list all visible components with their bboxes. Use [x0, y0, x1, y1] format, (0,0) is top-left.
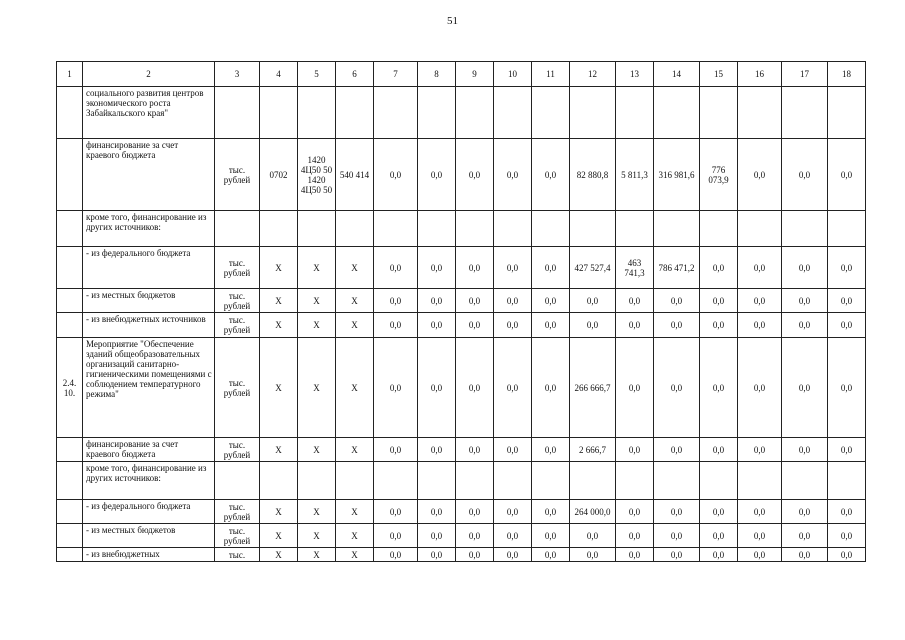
- row-description: кроме того, финансирование из других источников:: [83, 211, 215, 247]
- table-cell: 0,0: [782, 289, 828, 313]
- table-cell: 0,0: [654, 524, 700, 548]
- table-cell: [336, 462, 374, 500]
- table-cell: [828, 87, 866, 139]
- table-cell: 5 811,3: [616, 139, 654, 211]
- table-cell: X: [336, 338, 374, 438]
- table-cell: 0,0: [782, 338, 828, 438]
- table-cell: 0,0: [494, 548, 532, 562]
- column-header: 18: [828, 62, 866, 87]
- column-header: 3: [215, 62, 260, 87]
- table-cell: X: [336, 548, 374, 562]
- table-cell: [782, 211, 828, 247]
- column-header: 1: [57, 62, 83, 87]
- table-cell: 0,0: [494, 313, 532, 338]
- table-cell: 0,0: [456, 524, 494, 548]
- table-cell: X: [260, 500, 298, 524]
- table-cell: 0,0: [828, 247, 866, 289]
- table-cell: 0,0: [700, 438, 738, 462]
- table-cell: X: [260, 338, 298, 438]
- table-cell: [828, 211, 866, 247]
- table-cell: тыс. рублей: [215, 500, 260, 524]
- column-header: 5: [298, 62, 336, 87]
- table-cell: 0,0: [738, 524, 782, 548]
- table-cell: [260, 462, 298, 500]
- table-cell: тыс. рублей: [215, 313, 260, 338]
- table-cell: [654, 211, 700, 247]
- table-cell: 0,0: [616, 289, 654, 313]
- table-cell: 0,0: [700, 247, 738, 289]
- table-cell: [782, 87, 828, 139]
- row-description: - из внебюджетных: [83, 548, 215, 562]
- table-cell: 0,0: [654, 500, 700, 524]
- table-cell: [570, 462, 616, 500]
- column-header: 8: [418, 62, 456, 87]
- table-cell: [738, 87, 782, 139]
- table-cell: 0,0: [700, 313, 738, 338]
- table-cell: 0,0: [654, 313, 700, 338]
- table-cell: 0,0: [374, 247, 418, 289]
- table-cell: X: [260, 289, 298, 313]
- table-cell: [374, 211, 418, 247]
- column-header: 13: [616, 62, 654, 87]
- table-cell: [418, 211, 456, 247]
- table-cell: 0,0: [782, 139, 828, 211]
- table-cell: 786 471,2: [654, 247, 700, 289]
- table-cell: 0,0: [456, 313, 494, 338]
- table-cell: 0,0: [418, 289, 456, 313]
- table-cell: 0,0: [738, 313, 782, 338]
- table-cell: 0,0: [532, 548, 570, 562]
- row-description: - из местных бюджетов: [83, 289, 215, 313]
- row-description: - из федерального бюджета: [83, 500, 215, 524]
- table-cell: [654, 87, 700, 139]
- budget-table: [56, 61, 866, 562]
- table-cell: 0,0: [654, 438, 700, 462]
- table-cell: 0,0: [654, 338, 700, 438]
- table-cell: [782, 462, 828, 500]
- table-cell: 0,0: [570, 548, 616, 562]
- table-cell: тыс.: [215, 548, 260, 562]
- table-cell: [456, 87, 494, 139]
- column-header: 11: [532, 62, 570, 87]
- table-cell: 0,0: [456, 338, 494, 438]
- row-description: кроме того, финансирование из других источников:: [83, 462, 215, 500]
- table-cell: X: [298, 500, 336, 524]
- row-number: [57, 289, 83, 313]
- table-cell: [418, 87, 456, 139]
- table-cell: 0,0: [700, 500, 738, 524]
- table-cell: тыс. рублей: [215, 338, 260, 438]
- table-cell: 0,0: [494, 139, 532, 211]
- table-cell: 0,0: [782, 313, 828, 338]
- table-cell: [374, 87, 418, 139]
- row-number: [57, 500, 83, 524]
- table-cell: [374, 462, 418, 500]
- table-cell: 0,0: [374, 139, 418, 211]
- table-cell: 0,0: [828, 524, 866, 548]
- table-row: [57, 524, 866, 548]
- table-cell: X: [336, 524, 374, 548]
- table-cell: 0,0: [782, 247, 828, 289]
- table-cell: X: [336, 289, 374, 313]
- table-cell: X: [260, 438, 298, 462]
- row-number: [57, 524, 83, 548]
- table-cell: [494, 87, 532, 139]
- table-cell: [738, 211, 782, 247]
- table-cell: 0,0: [570, 524, 616, 548]
- table-cell: [494, 211, 532, 247]
- table-cell: 0,0: [700, 524, 738, 548]
- column-header: 17: [782, 62, 828, 87]
- table-cell: тыс. рублей: [215, 524, 260, 548]
- table-cell: 264 000,0: [570, 500, 616, 524]
- row-number: [57, 438, 83, 462]
- table-cell: 0,0: [782, 438, 828, 462]
- table-cell: тыс. рублей: [215, 289, 260, 313]
- table-cell: X: [298, 313, 336, 338]
- table-cell: 0,0: [616, 338, 654, 438]
- row-description: финансирование за счет краевого бюджета: [83, 139, 215, 211]
- table-cell: [700, 211, 738, 247]
- table-cell: 0,0: [374, 289, 418, 313]
- table-cell: 0,0: [456, 289, 494, 313]
- table-cell: 0,0: [456, 438, 494, 462]
- table-row: [57, 87, 866, 139]
- table-row: [57, 500, 866, 524]
- table-cell: 0702: [260, 139, 298, 211]
- table-cell: X: [298, 247, 336, 289]
- table-cell: 0,0: [782, 500, 828, 524]
- table-cell: 0,0: [532, 438, 570, 462]
- table-cell: [532, 211, 570, 247]
- column-header: 10: [494, 62, 532, 87]
- table-cell: [738, 462, 782, 500]
- column-header: 4: [260, 62, 298, 87]
- table-cell: [828, 462, 866, 500]
- table-cell: 82 880,8: [570, 139, 616, 211]
- table-cell: [260, 87, 298, 139]
- table-cell: 0,0: [782, 524, 828, 548]
- table-row: [57, 338, 866, 438]
- table-cell: 0,0: [532, 500, 570, 524]
- table-cell: 0,0: [418, 524, 456, 548]
- table-cell: X: [298, 548, 336, 562]
- table-cell: [700, 462, 738, 500]
- table-cell: [215, 87, 260, 139]
- table-cell: 0,0: [418, 338, 456, 438]
- row-number: [57, 139, 83, 211]
- table-cell: 1420 4Ц50 50 1420 4Ц50 50: [298, 139, 336, 211]
- table-cell: 0,0: [374, 548, 418, 562]
- table-cell: 540 414: [336, 139, 374, 211]
- table-cell: 0,0: [828, 289, 866, 313]
- table-cell: 0,0: [374, 524, 418, 548]
- table-cell: 0,0: [374, 313, 418, 338]
- table-cell: 2 666,7: [570, 438, 616, 462]
- table-cell: 0,0: [828, 438, 866, 462]
- table-cell: [532, 87, 570, 139]
- table-cell: тыс. рублей: [215, 247, 260, 289]
- table-cell: 0,0: [828, 313, 866, 338]
- table-row: [57, 548, 866, 562]
- table-cell: [700, 87, 738, 139]
- table-cell: 0,0: [532, 524, 570, 548]
- table-cell: 0,0: [418, 438, 456, 462]
- row-number: [57, 247, 83, 289]
- column-header: 15: [700, 62, 738, 87]
- table-cell: 0,0: [494, 524, 532, 548]
- table-cell: 0,0: [616, 438, 654, 462]
- table-row: [57, 139, 866, 211]
- table-cell: [456, 462, 494, 500]
- column-header: 9: [456, 62, 494, 87]
- table-cell: 0,0: [570, 313, 616, 338]
- row-number: [57, 462, 83, 500]
- row-number: [57, 313, 83, 338]
- table-cell: 266 666,7: [570, 338, 616, 438]
- table-cell: 0,0: [374, 500, 418, 524]
- table-cell: 0,0: [700, 289, 738, 313]
- row-description: финансирование за счет краевого бюджета: [83, 438, 215, 462]
- table-row: [57, 438, 866, 462]
- table-cell: 0,0: [654, 548, 700, 562]
- table-cell: 463 741,3: [616, 247, 654, 289]
- table-cell: 0,0: [494, 438, 532, 462]
- table-cell: 316 981,6: [654, 139, 700, 211]
- table-row: [57, 289, 866, 313]
- table-cell: [532, 462, 570, 500]
- table-cell: 0,0: [700, 338, 738, 438]
- row-description: социального развития центров экономического роста Забайкальского края": [83, 87, 215, 139]
- row-description: - из местных бюджетов: [83, 524, 215, 548]
- row-number: 2.4. 10.: [57, 338, 83, 438]
- table-cell: 0,0: [418, 139, 456, 211]
- table-cell: 0,0: [374, 438, 418, 462]
- table-cell: 0,0: [738, 338, 782, 438]
- table-cell: 0,0: [456, 500, 494, 524]
- table-cell: 0,0: [738, 289, 782, 313]
- table-cell: 0,0: [616, 524, 654, 548]
- table-cell: 0,0: [616, 500, 654, 524]
- table-cell: X: [298, 438, 336, 462]
- table-cell: тыс. рублей: [215, 438, 260, 462]
- table-cell: X: [336, 500, 374, 524]
- table-cell: 0,0: [456, 139, 494, 211]
- table-cell: [298, 462, 336, 500]
- table-cell: X: [298, 338, 336, 438]
- row-number: [57, 87, 83, 139]
- table-cell: [298, 87, 336, 139]
- table-cell: X: [260, 313, 298, 338]
- table-cell: 0,0: [570, 289, 616, 313]
- column-header: 16: [738, 62, 782, 87]
- table-cell: X: [336, 247, 374, 289]
- column-header: 12: [570, 62, 616, 87]
- table-cell: 0,0: [494, 338, 532, 438]
- table-cell: 0,0: [532, 247, 570, 289]
- column-header: 14: [654, 62, 700, 87]
- table-cell: 0,0: [494, 289, 532, 313]
- table-header-row: [57, 62, 866, 87]
- table-cell: 0,0: [828, 139, 866, 211]
- table-cell: 0,0: [738, 139, 782, 211]
- table-cell: 0,0: [532, 313, 570, 338]
- table-cell: 0,0: [738, 247, 782, 289]
- row-description: - из федерального бюджета: [83, 247, 215, 289]
- table-cell: 0,0: [532, 338, 570, 438]
- table-cell: 0,0: [532, 289, 570, 313]
- table-cell: 0,0: [456, 548, 494, 562]
- table-cell: 0,0: [700, 548, 738, 562]
- column-header: 2: [83, 62, 215, 87]
- row-number: [57, 211, 83, 247]
- table-cell: 0,0: [494, 247, 532, 289]
- row-description: Мероприятие "Обеспечение зданий общеобразовательных организаций санитарно-гигиеническими помещениями с соблюдением температурного режима": [83, 338, 215, 438]
- table-cell: X: [260, 548, 298, 562]
- table-cell: 0,0: [782, 548, 828, 562]
- table-cell: 0,0: [828, 500, 866, 524]
- table-cell: 0,0: [418, 500, 456, 524]
- table-cell: X: [336, 313, 374, 338]
- table-cell: X: [260, 247, 298, 289]
- table-cell: X: [260, 524, 298, 548]
- table-cell: [215, 211, 260, 247]
- table-cell: 0,0: [828, 338, 866, 438]
- table-cell: [336, 87, 374, 139]
- table-cell: [616, 87, 654, 139]
- table-cell: X: [298, 524, 336, 548]
- table-cell: [456, 211, 494, 247]
- table-cell: [418, 462, 456, 500]
- row-number: [57, 548, 83, 562]
- table-cell: [570, 87, 616, 139]
- table-row: [57, 313, 866, 338]
- column-header: 6: [336, 62, 374, 87]
- table-cell: 0,0: [616, 313, 654, 338]
- table-cell: [260, 211, 298, 247]
- table-cell: 0,0: [418, 247, 456, 289]
- table-cell: [215, 462, 260, 500]
- table-cell: 0,0: [418, 313, 456, 338]
- table-cell: 0,0: [616, 548, 654, 562]
- table-cell: 0,0: [828, 548, 866, 562]
- table-cell: [616, 462, 654, 500]
- table-cell: 0,0: [738, 438, 782, 462]
- table-cell: [570, 211, 616, 247]
- table-row: [57, 247, 866, 289]
- table-cell: 0,0: [374, 338, 418, 438]
- table-cell: [336, 211, 374, 247]
- table-cell: 0,0: [738, 548, 782, 562]
- row-description: - из внебюджетных источников: [83, 313, 215, 338]
- column-header: 7: [374, 62, 418, 87]
- table-cell: [298, 211, 336, 247]
- table-cell: 0,0: [532, 139, 570, 211]
- table-cell: 0,0: [418, 548, 456, 562]
- table-cell: [616, 211, 654, 247]
- table-cell: 0,0: [456, 247, 494, 289]
- table-row: [57, 211, 866, 247]
- table-cell: [494, 462, 532, 500]
- table-cell: [654, 462, 700, 500]
- table-cell: 0,0: [654, 289, 700, 313]
- table-row: [57, 462, 866, 500]
- table-cell: X: [336, 438, 374, 462]
- table-cell: 427 527,4: [570, 247, 616, 289]
- table-cell: X: [298, 289, 336, 313]
- table-cell: 0,0: [738, 500, 782, 524]
- table-cell: тыс. рублей: [215, 139, 260, 211]
- table-cell: 776 073,9: [700, 139, 738, 211]
- table-cell: 0,0: [494, 500, 532, 524]
- page-number: 51: [447, 15, 458, 27]
